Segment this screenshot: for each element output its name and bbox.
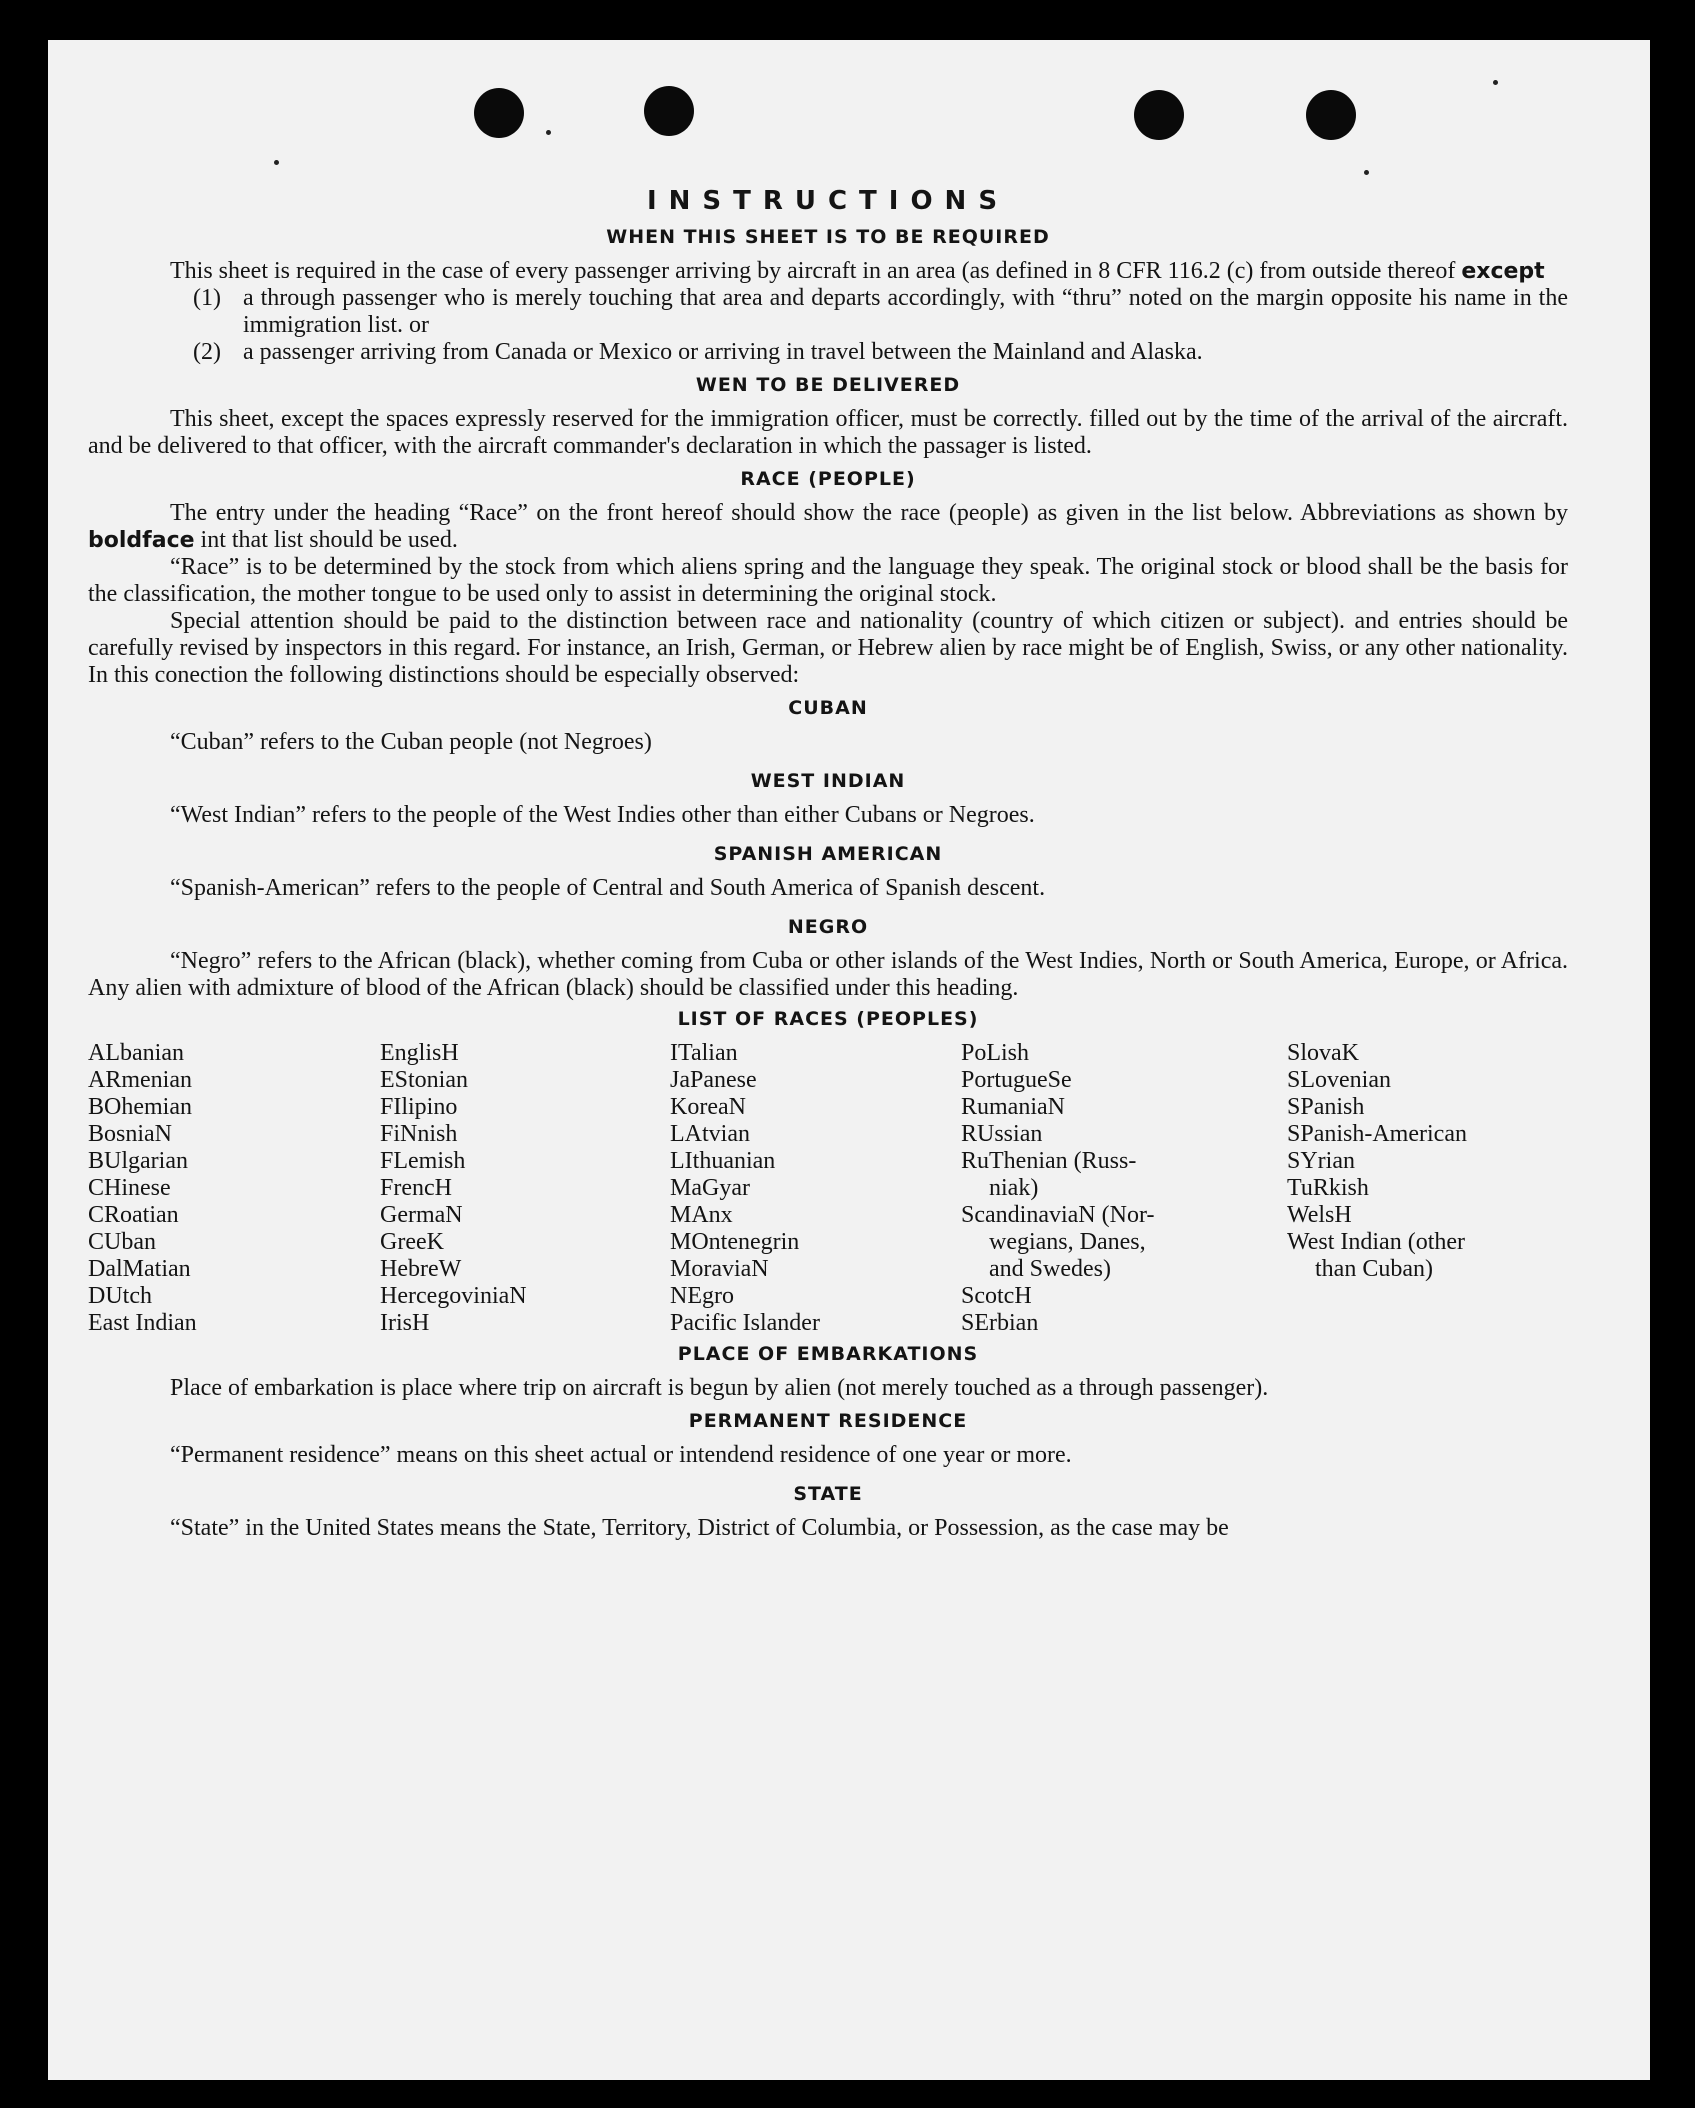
list-item: ScandinaviaN (Nor- bbox=[961, 1202, 1155, 1228]
cuban-text: “Cuban” refers to the Cuban people (not Negroes) bbox=[170, 729, 652, 755]
list-item: HercegoviniaN bbox=[380, 1283, 527, 1309]
list-item: PortugueSe bbox=[961, 1067, 1072, 1093]
punch-hole bbox=[1134, 90, 1184, 140]
punch-hole bbox=[474, 88, 524, 138]
heading-west-indian: WEST INDIAN bbox=[750, 770, 906, 792]
list-item: MoraviaN bbox=[670, 1256, 769, 1282]
list-item: CRoatian bbox=[88, 1202, 179, 1228]
list-item: SErbian bbox=[961, 1310, 1039, 1336]
race-p1-a: The entry under the heading “Race” on the front hereof should show the race (people) as given in the list below. Abbreviations as shown by bbox=[170, 500, 1568, 526]
heading-list-of-races: LIST OF RACES (PEOPLES) bbox=[677, 1008, 979, 1030]
item-text: a passenger arriving from Canada or Mexico or arriving in travel between the Mainland and Alaska. bbox=[243, 339, 1203, 365]
list-item: PoLish bbox=[961, 1040, 1030, 1066]
list-item: EStonian bbox=[380, 1067, 468, 1093]
heading-state: STATE bbox=[793, 1483, 863, 1505]
list-item: ScotcH bbox=[961, 1283, 1032, 1309]
list-item: HebreW bbox=[380, 1256, 462, 1282]
speck bbox=[546, 130, 551, 135]
heading-delivered: WEN TO BE DELIVERED bbox=[695, 374, 961, 396]
races-column-5 bbox=[1287, 1040, 1557, 1337]
list-item bbox=[193, 285, 1568, 339]
race-paragraph-1 bbox=[88, 500, 1568, 554]
list-item: RumaniaN bbox=[961, 1094, 1065, 1120]
heading-embarkation: PLACE OF EMBARKATIONS bbox=[677, 1343, 979, 1365]
delivered-text: This sheet, except the spaces expressly reserved for the immigration officer, must be correctly. filled out by the time of the arrival of the aircraft. and be delivered to that officer, with the aircraft commander's declaration in which the passager is listed. bbox=[88, 406, 1568, 459]
list-item-continuation: wegians, Danes, bbox=[989, 1229, 1146, 1255]
list-item: SPanish-American bbox=[1287, 1121, 1467, 1147]
item-number: (1) bbox=[193, 285, 221, 311]
heading-required: WHEN THIS SHEET IS TO BE REQUIRED bbox=[606, 226, 1050, 248]
list-item: ARmenian bbox=[88, 1067, 192, 1093]
list-item: Pacific Islander bbox=[670, 1310, 820, 1336]
list-item-continuation: niak) bbox=[989, 1175, 1039, 1201]
list-item: MAnx bbox=[670, 1202, 733, 1228]
list-item: RuThenian (Russ- bbox=[961, 1148, 1137, 1174]
spanish-american-text: “Spanish-American” refers to the people of Central and South America of Spanish descent. bbox=[170, 875, 1046, 901]
list-item: NEgro bbox=[670, 1283, 734, 1309]
state-text: “State” in the United States means the State, Territory, District of Columbia, or Possession, as the case may be bbox=[170, 1515, 1229, 1541]
heading-race: RACE (PEOPLE) bbox=[740, 468, 916, 490]
list-item: SYrian bbox=[1287, 1148, 1355, 1174]
races-column-1 bbox=[88, 1040, 380, 1337]
west-indian-text: “West Indian” refers to the people of the West Indies other than either Cubans or Negroes. bbox=[170, 802, 1035, 828]
list-item: GreeK bbox=[380, 1229, 444, 1255]
list-item: LIthuanian bbox=[670, 1148, 776, 1174]
required-intro bbox=[88, 258, 1568, 285]
speck bbox=[1493, 80, 1498, 85]
list-item: MaGyar bbox=[670, 1175, 750, 1201]
list-item: CHinese bbox=[88, 1175, 171, 1201]
races-column-3 bbox=[670, 1040, 961, 1337]
heading-cuban: CUBAN bbox=[788, 697, 868, 719]
list-item: RUssian bbox=[961, 1121, 1043, 1147]
speck bbox=[1364, 170, 1369, 175]
list-item: BUlgarian bbox=[88, 1148, 188, 1174]
list-item-continuation: and Swedes) bbox=[989, 1256, 1111, 1282]
races-column-2 bbox=[380, 1040, 670, 1337]
list-item: FiNnish bbox=[380, 1121, 458, 1147]
race-p1-b: int that list should be used. bbox=[200, 527, 458, 553]
list-item: ALbanian bbox=[88, 1040, 184, 1066]
required-intro-text: This sheet is required in the case of every passenger arriving by aircraft in an area (as defined in 8 CFR 116.2 (c) from outside thereof bbox=[170, 258, 1456, 284]
embarkation-text: Place of embarkation is place where trip on aircraft is begun by alien (not merely touched as a through passenger). bbox=[170, 1375, 1269, 1401]
boldface-text: boldface bbox=[88, 528, 195, 553]
item-number: (2) bbox=[193, 339, 221, 365]
list-item: ITalian bbox=[670, 1040, 738, 1066]
item-text: a through passenger who is merely touching that area and departs accordingly, with “thru” noted on the margin opposite his name in the immigration list. or bbox=[243, 285, 1568, 338]
list-item bbox=[193, 339, 1568, 366]
list-item: FrencH bbox=[380, 1175, 452, 1201]
list-item: LAtvian bbox=[670, 1121, 750, 1147]
list-item: West Indian (other bbox=[1287, 1229, 1466, 1255]
list-item: BOhemian bbox=[88, 1094, 192, 1120]
punch-hole bbox=[644, 86, 694, 136]
list-item: East Indian bbox=[88, 1310, 197, 1336]
list-item: SlovaK bbox=[1287, 1040, 1359, 1066]
list-item: EnglisH bbox=[380, 1040, 459, 1066]
race-paragraph-3: Special attention should be paid to the distinction between race and nationality (country of which citizen or subject). and entries should be carefully revised by inspectors in this regard. For instance, an Irish, German, or Hebrew alien by race might be of English, Swiss, or any other nationality. In this conection the following distinctions should be especially observed: bbox=[88, 608, 1568, 688]
list-item: JaPanese bbox=[670, 1067, 757, 1093]
races-column-4 bbox=[961, 1040, 1287, 1337]
list-item: MOntenegrin bbox=[670, 1229, 800, 1255]
heading-spanish-american: SPANISH AMERICAN bbox=[713, 843, 943, 865]
list-item: IrisH bbox=[380, 1310, 430, 1336]
list-item: FIlipino bbox=[380, 1094, 458, 1120]
list-item: TuRkish bbox=[1287, 1175, 1369, 1201]
heading-permanent-residence: PERMANENT RESIDENCE bbox=[688, 1410, 968, 1432]
list-item: BosniaN bbox=[88, 1121, 172, 1147]
list-item-continuation: than Cuban) bbox=[1315, 1256, 1433, 1282]
speck bbox=[274, 160, 279, 165]
except-text: except bbox=[1461, 259, 1545, 284]
list-item: DalMatian bbox=[88, 1256, 191, 1282]
list-item: WelsH bbox=[1287, 1202, 1352, 1228]
document-page bbox=[48, 40, 1650, 2080]
list-item: KoreaN bbox=[670, 1094, 746, 1120]
document-body bbox=[88, 186, 1568, 1542]
list-item: SLovenian bbox=[1287, 1067, 1391, 1093]
heading-negro: NEGRO bbox=[787, 916, 869, 938]
negro-text: “Negro” refers to the African (black), whether coming from Cuba or other islands of the West Indies, North or South America, Europe, or Africa. Any alien with admixture of blood of the African (black) should be classified under this heading. bbox=[88, 948, 1568, 1001]
punch-hole bbox=[1306, 90, 1356, 140]
list-item: CUban bbox=[88, 1229, 156, 1255]
residence-text: “Permanent residence” means on this sheet actual or intendend residence of one year or more. bbox=[170, 1442, 1072, 1468]
list-item: DUtch bbox=[88, 1283, 152, 1309]
page-title: INSTRUCTIONS bbox=[646, 186, 1010, 216]
races-list bbox=[88, 1040, 1568, 1337]
list-item: FLemish bbox=[380, 1148, 466, 1174]
race-paragraph-2: “Race” is to be determined by the stock from which aliens spring and the language they speak. The original stock or blood shall be the basis for the classification, the mother tongue to be used only to assist in determining the original stock. bbox=[88, 554, 1568, 607]
list-item: SPanish bbox=[1287, 1094, 1365, 1120]
list-item: GermaN bbox=[380, 1202, 463, 1228]
